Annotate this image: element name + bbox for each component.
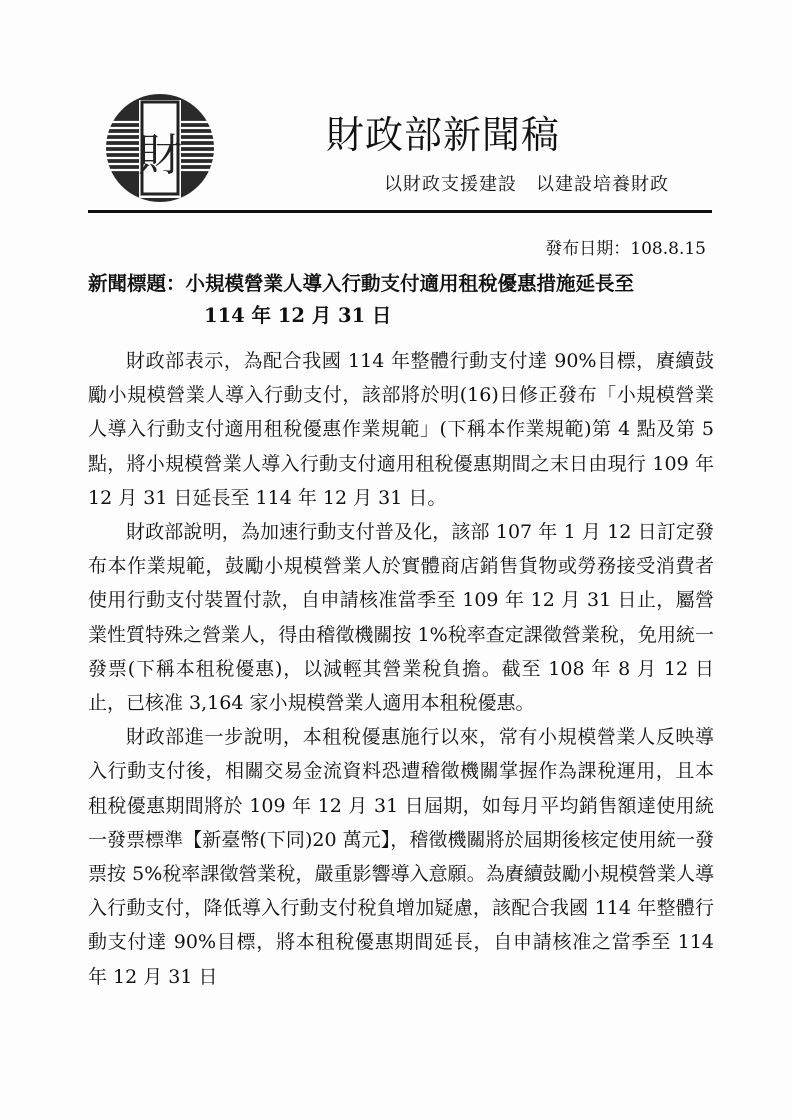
headline-label: 新聞標題： xyxy=(88,272,186,295)
paragraph-2: 財政部說明，為加速行動支付普及化，該部 107 年 1 月 12 日訂定發布本作業規範，鼓勵小規模營業人於實體商店銷售貨物或勞務接受消費者使用行動支付裝置付款，自申請核准當季至 109 年 12 月 31 日止，屬營業性質特殊之營業人，得由稽徵機關按 1%稅率查定課徵營業稅，免用統一發票(下稱本租稅優惠)，以減輕其營業稅負擔。截至 108 年 8 月 12 日止，已核准 3,164 家小規模營業人適用本租稅優惠。 xyxy=(88,521,714,715)
ministry-of-finance-logo xyxy=(104,92,216,204)
svg-text:財: 財 xyxy=(138,130,182,181)
release-date-value: 108.8.15 xyxy=(630,239,706,259)
release-date-label: 發布日期： xyxy=(545,239,631,259)
release-date xyxy=(545,234,706,259)
header-divider xyxy=(88,210,712,213)
headline-title-line1: 小規模營業人導入行動支付適用租稅優惠措施延長至 xyxy=(185,272,635,295)
slogan: 以財政支援建設 以建設培養財政 xyxy=(384,174,669,195)
headline xyxy=(88,268,718,332)
paragraph-1: 財政部表示，為配合我國 114 年整體行動支付達 90%目標，賡續鼓勵小規模營業人導入行動支付，該部將於明(16)日修正發布「小規模營業人導入行動支付適用租稅優惠作業規範」(下稱本作業規範)第 4 點及第 5 點，將小規模營業人導入行動支付適用租稅優惠期間之末日由現行 109 年 12 月 31 日延長至 114 年 12 月 31 日。 xyxy=(88,350,714,509)
agency-title: 財政部新聞稿 xyxy=(326,113,561,157)
paragraph-3: 財政部進一步說明，本租稅優惠施行以來，常有小規模營業人反映導入行動支付後，相關交易金流資料恐遭稽徵機關掌握作為課稅運用，且本租稅優惠期間將於 109 年 12 月 31 日屆期，如每月平均銷售額達使用統一發票標準【新臺幣(下同)20 萬元】，稽徵機關將於屆期後核定使用統一發票按 5%稅率課徵營業稅，嚴重影響導入意願。為賡續鼓勵小規模營業人導入行動支付，降低導入行動支付稅負增加疑慮，該配合我國 114 年整體行動支付達 90%目標，將本租稅優惠期間延長，自申請核准之當季至 114 年 12 月 31 日 xyxy=(88,726,714,988)
article-body xyxy=(88,344,714,994)
headline-title-line2: 114 年 12 月 31 日 xyxy=(204,304,392,327)
